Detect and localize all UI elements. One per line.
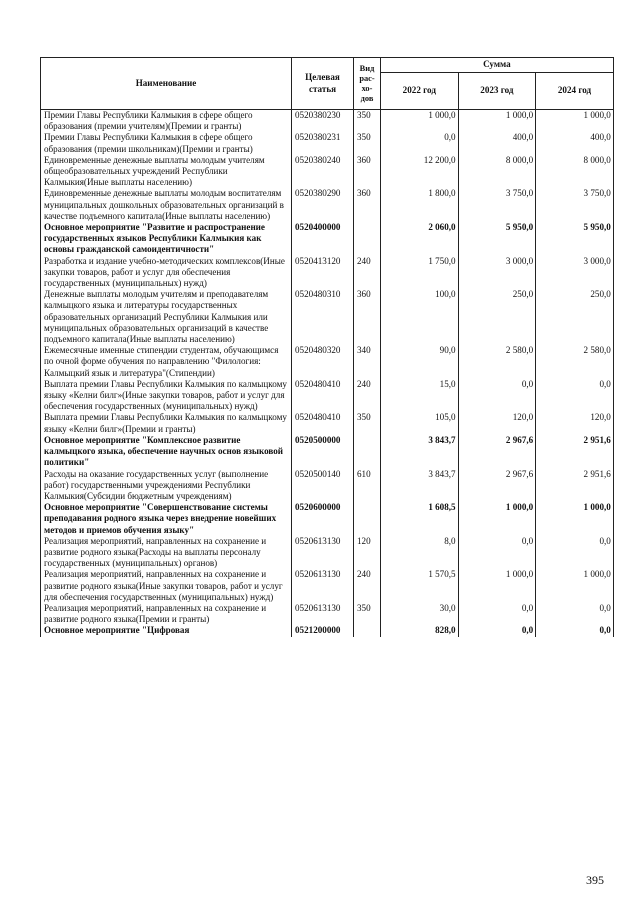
- row-expense-kind: 340: [354, 345, 381, 379]
- row-amount-2024: 120,0: [536, 412, 614, 434]
- header-year-2022: 2022 год: [381, 73, 459, 110]
- row-expense-kind: 240: [354, 379, 381, 413]
- row-name: Расходы на оказание государственных услуг (выполнение работ) государственными учреждениями Республики Калмыкия(Субсидии бюджетным учреждениям): [41, 469, 292, 503]
- row-expense-kind: 120: [354, 536, 381, 570]
- row-amount-2023: 3 000,0: [458, 256, 536, 290]
- row-amount-2023: 120,0: [458, 412, 536, 434]
- table-row: [41, 435, 614, 469]
- table-row: [41, 569, 614, 603]
- table-row: [41, 625, 614, 636]
- row-amount-2023: 250,0: [458, 289, 536, 345]
- row-amount-2024: 2 951,6: [536, 469, 614, 503]
- row-name: Основное мероприятие "Совершенствование системы преподавания родного языка через внедрение новейших методов и приемов обучения языку": [41, 502, 292, 536]
- row-name: Основное мероприятие "Развитие и распространение государственных языков Республики Калмыкия как основы гражданской самоидентичности": [41, 222, 292, 256]
- row-expense-kind: [354, 435, 381, 469]
- row-amount-2022: 1 000,0: [381, 110, 459, 133]
- row-expense-kind: 350: [354, 110, 381, 133]
- row-target-code: 0520400000: [292, 222, 354, 256]
- row-amount-2023: 3 750,0: [458, 188, 536, 222]
- header-name: Наименование: [41, 58, 292, 110]
- table-row: [41, 188, 614, 222]
- row-amount-2023: 0,0: [458, 379, 536, 413]
- row-amount-2024: 3 000,0: [536, 256, 614, 290]
- table-row: [41, 536, 614, 570]
- row-amount-2023: 0,0: [458, 603, 536, 625]
- row-amount-2023: 0,0: [458, 625, 536, 636]
- row-name: Реализация мероприятий, направленных на сохранение и развитие родного языка(Премии и гранты): [41, 603, 292, 625]
- row-amount-2022: 1 750,0: [381, 256, 459, 290]
- row-amount-2022: 3 843,7: [381, 469, 459, 503]
- row-amount-2024: 250,0: [536, 289, 614, 345]
- table-row: [41, 345, 614, 379]
- row-name: Премии Главы Республики Калмыкия в сфере общего образования (премии школьникам)(Премии и гранты): [41, 132, 292, 154]
- row-target-code: 0520500140: [292, 469, 354, 503]
- row-amount-2024: 0,0: [536, 379, 614, 413]
- row-name: Реализация мероприятий, направленных на сохранение и развитие родного языка(Расходы на выплаты персоналу государственных (муниципальных) органов): [41, 536, 292, 570]
- header-year-2023: 2023 год: [458, 73, 536, 110]
- row-expense-kind: 350: [354, 603, 381, 625]
- row-target-code: 0520613130: [292, 569, 354, 603]
- row-amount-2023: 2 967,6: [458, 435, 536, 469]
- row-name: Единовременные денежные выплаты молодым воспитателям муниципальных дошкольных образовательных организаций в качестве подъемного капитала(Иные выплаты населению): [41, 188, 292, 222]
- header-kind: Вид рас-хо-дов: [354, 58, 381, 110]
- row-expense-kind: 360: [354, 155, 381, 189]
- row-amount-2024: 400,0: [536, 132, 614, 154]
- row-expense-kind: [354, 502, 381, 536]
- row-amount-2024: 3 750,0: [536, 188, 614, 222]
- row-amount-2024: 2 951,6: [536, 435, 614, 469]
- table-body: [41, 110, 614, 637]
- table-row: [41, 110, 614, 133]
- row-name: Реализация мероприятий, направленных на сохранение и развитие родного языка(Иные закупки товаров, работ и услуг для обеспечения государственных (муниципальных) нужд): [41, 569, 292, 603]
- row-amount-2023: 1 000,0: [458, 110, 536, 133]
- row-amount-2022: 3 843,7: [381, 435, 459, 469]
- row-amount-2022: 15,0: [381, 379, 459, 413]
- row-expense-kind: [354, 222, 381, 256]
- row-amount-2022: 1 570,5: [381, 569, 459, 603]
- row-amount-2024: 0,0: [536, 625, 614, 636]
- row-target-code: 0520613130: [292, 536, 354, 570]
- row-amount-2022: 90,0: [381, 345, 459, 379]
- row-amount-2023: 1 000,0: [458, 502, 536, 536]
- row-amount-2024: 1 000,0: [536, 569, 614, 603]
- row-amount-2022: 1 800,0: [381, 188, 459, 222]
- row-amount-2024: 1 000,0: [536, 502, 614, 536]
- budget-sheet: [40, 57, 613, 637]
- row-target-code: 0520600000: [292, 502, 354, 536]
- row-expense-kind: [354, 625, 381, 636]
- row-amount-2022: 828,0: [381, 625, 459, 636]
- header-year-2024: 2024 год: [536, 73, 614, 110]
- row-target-code: 0520380231: [292, 132, 354, 154]
- table-row: [41, 379, 614, 413]
- row-expense-kind: 610: [354, 469, 381, 503]
- row-amount-2022: 8,0: [381, 536, 459, 570]
- row-amount-2023: 1 000,0: [458, 569, 536, 603]
- table-row: [41, 256, 614, 290]
- row-expense-kind: 240: [354, 569, 381, 603]
- table-header: [41, 58, 614, 110]
- page-number: 395: [586, 873, 604, 887]
- budget-table: [40, 57, 614, 637]
- table-row: [41, 603, 614, 625]
- row-amount-2024: 8 000,0: [536, 155, 614, 189]
- row-amount-2022: 105,0: [381, 412, 459, 434]
- row-amount-2023: 5 950,0: [458, 222, 536, 256]
- row-expense-kind: 360: [354, 188, 381, 222]
- row-target-code: 0521200000: [292, 625, 354, 636]
- table-row: [41, 469, 614, 503]
- row-target-code: 0520613130: [292, 603, 354, 625]
- row-amount-2024: 2 580,0: [536, 345, 614, 379]
- row-name: Основное мероприятие "Комплексное развитие калмыцкого языка, обеспечение научных основ языковой политики": [41, 435, 292, 469]
- table-row: [41, 412, 614, 434]
- row-amount-2024: 1 000,0: [536, 110, 614, 133]
- table-row: [41, 222, 614, 256]
- header-code: Целевая статья: [292, 58, 354, 110]
- row-target-code: 0520380290: [292, 188, 354, 222]
- row-amount-2022: 2 060,0: [381, 222, 459, 256]
- row-expense-kind: 240: [354, 256, 381, 290]
- row-name: Выплата премии Главы Республики Калмыкия по калмыцкому языку «Келни билг»(Премии и гранты): [41, 412, 292, 434]
- row-amount-2023: 8 000,0: [458, 155, 536, 189]
- row-expense-kind: 350: [354, 132, 381, 154]
- row-name: Денежные выплаты молодым учителям и преподавателям калмыцкого языка и литературы государственных образовательных организаций Республики Калмыкия или муниципальных образовательных организаций в качестве подъемного капитала(Иные выплаты населению): [41, 289, 292, 345]
- row-name: Разработка и издание учебно-методических комплексов(Иные закупки товаров, работ и услуг для обеспечения государственных (муниципальных) нужд): [41, 256, 292, 290]
- row-amount-2022: 100,0: [381, 289, 459, 345]
- row-target-code: 0520380230: [292, 110, 354, 133]
- row-target-code: 0520480410: [292, 379, 354, 413]
- row-amount-2023: 2 967,6: [458, 469, 536, 503]
- row-amount-2024: 5 950,0: [536, 222, 614, 256]
- row-target-code: 0520380240: [292, 155, 354, 189]
- table-row: [41, 132, 614, 154]
- table-row: [41, 155, 614, 189]
- row-expense-kind: 360: [354, 289, 381, 345]
- table-row: [41, 502, 614, 536]
- row-name: Единовременные денежные выплаты молодым учителям общеобразовательных учреждений Республики Калмыкия(Иные выплаты населению): [41, 155, 292, 189]
- row-target-code: 0520480320: [292, 345, 354, 379]
- row-name: Выплата премии Главы Республики Калмыкия по калмыцкому языку «Келни билг»(Иные закупки товаров, работ и услуг для обеспечения государственных (муниципальных) нужд): [41, 379, 292, 413]
- row-name: Ежемесячные именные стипендии студентам, обучающимся по очной форме обучения по направлению "Филология: Калмыцкий язык и литература"(Стипендии): [41, 345, 292, 379]
- header-sum: Сумма: [381, 58, 614, 73]
- row-amount-2022: 30,0: [381, 603, 459, 625]
- row-amount-2024: 0,0: [536, 536, 614, 570]
- row-target-code: 0520480410: [292, 412, 354, 434]
- row-amount-2022: 0,0: [381, 132, 459, 154]
- row-target-code: 0520413120: [292, 256, 354, 290]
- table-row: [41, 289, 614, 345]
- row-amount-2023: 400,0: [458, 132, 536, 154]
- row-amount-2023: 0,0: [458, 536, 536, 570]
- row-amount-2024: 0,0: [536, 603, 614, 625]
- row-expense-kind: 350: [354, 412, 381, 434]
- row-amount-2023: 2 580,0: [458, 345, 536, 379]
- row-name: Основное мероприятие "Цифровая: [41, 625, 292, 636]
- row-target-code: 0520480310: [292, 289, 354, 345]
- row-name: Премии Главы Республики Калмыкия в сфере общего образования (премии учителям)(Премии и гранты): [41, 110, 292, 133]
- row-target-code: 0520500000: [292, 435, 354, 469]
- row-amount-2022: 1 608,5: [381, 502, 459, 536]
- row-amount-2022: 12 200,0: [381, 155, 459, 189]
